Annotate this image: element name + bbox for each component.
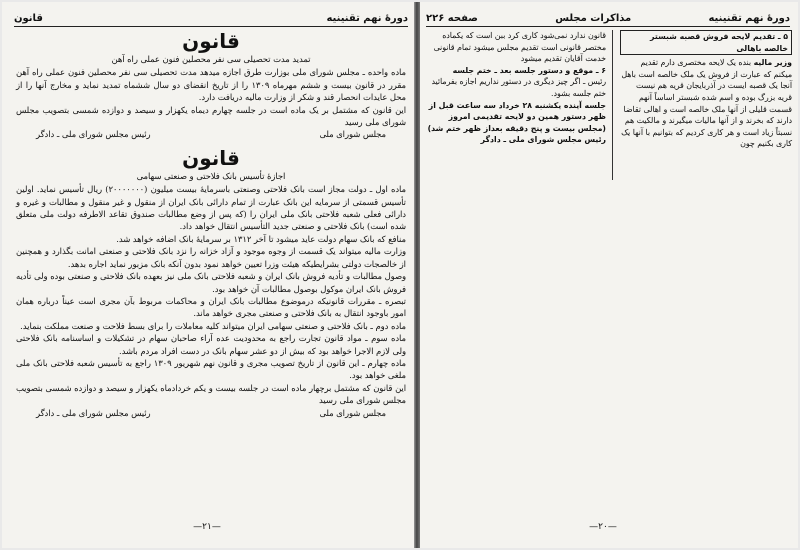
law1-sig-left: رئیس مجلس شورای ملی ـ دادگر — [36, 129, 151, 140]
law1-signature — [16, 128, 406, 140]
session-signature: رئیس مجلس شورای ملی ـ دادگر — [480, 135, 606, 145]
law2-sig-right: مجلس شورای ملی — [319, 407, 386, 418]
law1-article: ماده واحده ـ مجلس شورای ملی بوزارت طرق اجازه میدهد مدت تحصیلی سی نفر محصلین فنون عملی راه آهن مقرر در قانون بیست و ششم مهرماه ۱۳۰۹ را از تاریخ انقضای دو سال ششماه تمدید نماید و مخارج آنها را از محل عایدات انحصار قند و شکر از وزارت مالیه دریافت دارد. — [16, 67, 406, 103]
next-session-notice: جلسه آینده یکشنبه ۲۸ خرداد سه ساعت قبل از ظهر دستور همین دو لایحه تقدیمی امروز — [428, 100, 606, 122]
law2-paragraph: تبصره ـ مقررات قانونیکه درموضوع مطالبات بانک ایران و محاکمات مربوط بآن مجری است عیناً درباره همان امور باوجود انتقال به بانک فلاحتی و صنعتی مجری خواهد ماند. — [16, 295, 406, 319]
section6-text: رئیس ـ اگر چیز دیگری در دستور نداریم اجازه بفرمائید ختم جلسه بشود. — [431, 77, 606, 98]
section5-heading: ۵ ـ تقدیم لایحه فروش قصبه شبستر خالصه باهالی — [620, 30, 792, 55]
right-page-number: — ۲۰ — — [548, 522, 658, 532]
column-divider — [612, 30, 613, 180]
right-page-header — [426, 10, 790, 27]
law2-paragraph: ماده دوم ـ بانک فلاحتی و صنعتی سهامی ایران میتواند کلیه معاملات را برای بسط فلاحت و صنعت مملکت بنماید. — [20, 320, 406, 331]
left-page-number: — ۲۱ — — [152, 522, 262, 532]
law2-signature — [16, 407, 406, 419]
law1-title: قانون — [182, 29, 240, 53]
left-page-body — [16, 30, 406, 425]
right-page — [418, 2, 798, 548]
right-header-period: دورهٔ نهم تقنینیه — [708, 12, 790, 24]
law2-paragraph: ماده اول ـ دولت مجاز است بانک فلاحتی وصنعتی باسرمایهٔ بیست میلیون (۲۰۰۰۰۰۰۰) ریال تأسیس نماید. اولین تأسیس قسمتی از سرمایه این بانک عبارت از تمام دارائی بانک ایران از منقول و غیر منقول و مطالبات و غیره و دارائی فعلی شعبه فلاحتی بانک ملی ایران را (که پس از وضع مطالبات صندوق تقاعد الاطرفه دولت ملی متعلق شده است) بانک فلاحتی و صنعتی جدید التأسیس انتقال خواهد داد. — [16, 184, 406, 232]
section5-text: بنده یک لایحه مختصری دارم تقدیم میکنم که عبارت از فروش یک ملک خالصه است باهل آنجا یک قصبه ایست در آذربایجان قریه هم نیست قریه بزرگ بوده و اسم شده شبستر اساساً آنهم قسمت قلیلی از آنها ملک خالصه است و اهالی تقاضا دارند که بخرند و از آنها مالیات میگیرند و مالکیت هم نسبتاً زیاد است و هر کاری کردیم که بتوانیم با آنها یک کاری بکنیم چون — [621, 58, 792, 149]
law2-paragraph: این قانون که مشتمل برچهار ماده است در جلسه بیست و یکم خردادماه یکهزار و سیصد و دوازده شمسی بتصویب مجلس شورای ملی رسید — [16, 382, 406, 406]
section6-heading: ۶ ـ موقع و دستور جلسه بعد ـ ختم جلسه — [452, 65, 606, 75]
right-header-page: صفحه ۲۲۶ — [426, 12, 478, 24]
law1-sig-right: مجلس شورای ملی — [319, 129, 386, 140]
blank-page-area — [428, 182, 788, 508]
law2-sig-left: رئیس مجلس شورای ملی ـ دادگر — [36, 407, 151, 418]
speaker-name: وزیر مالیه — [753, 58, 792, 68]
book-spread — [2, 2, 798, 548]
left-page-header — [14, 10, 408, 27]
session-closing: (مجلس بیست و پنج دقیقه بعداز ظهر ختم شد) — [427, 123, 606, 133]
law2-paragraph: ماده چهارم ـ این قانون از تاریخ تصویب مجری و قانون نهم شهریور ۱۳۰۹ راجع به تأسیس شعبه فلاحتی بانک ملی ملغی خواهد بود. — [16, 357, 406, 381]
left-header-law: قانون — [14, 12, 43, 24]
law2-paragraph: ماده سوم ـ مواد قانون تجارت راجع به محدودیت عده آراء صاحبان سهام در تشکیلات و اساسنامه بانک فلاحتی ولی لازم الاجرا خواهد بود که بیش از دو عشر سهام بانک در دست افراد مردم باشد. — [16, 333, 406, 356]
right-header-title: مذاکرات مجلس — [555, 12, 632, 24]
continuation-text: قانون ندارد نمی‌شود کاری کرد ببن است که یکماده مختصر قانونی است تقدیم مجلس میشود تمام قانونی خدمت آقایان تقدیم میشود — [433, 31, 606, 64]
right-column — [620, 30, 792, 150]
left-header-period: دورهٔ نهم تقنینیه — [326, 12, 408, 24]
law1-subtitle: تمدید مدت تحصیلی سی نفر محصلین فنون عملی راه آهن — [111, 54, 311, 64]
law2-paragraph: وزارت مالیه میتواند یک قسمت از وجوه موجود و آزاد خزانه را نزد بانک فلاحتی و صنعتی امانت بگذارد و همچنین از خالصجات دولتی بشرایطیکه هیئت وزرا تعیین خواهد نمود بدون آنکه بانک مزبور نماید اجاره بدهد. — [16, 246, 406, 269]
law2-subtitle: اجازهٔ تأسیس بانک فلاحتی و صنعتی سهامی — [136, 170, 286, 181]
left-column — [426, 30, 606, 146]
law2-paragraph: وصول مطالبات و تأدیه فروش بانک ایران و شعبه فلاحتی بانک ملی نیز بعهده بانک فلاحتی و صنعتی بوده ولی تأدیه فروش بانک ایران موکول بوصول مطالبات آن خواهد بود. — [16, 271, 406, 294]
left-page — [2, 2, 416, 548]
law2-title: قانون — [182, 145, 240, 170]
law1-closing: این قانون که مشتمل بر یک ماده است در جلسه چهارم دیماه یکهزار و سیصد و دوازده شمسی بتصویب مجلس شورای ملی رسید — [16, 104, 406, 128]
law2-paragraph: منافع که بانک سهام دولت عاید میشود تا آخر ۱۳۱۲ بر سرمایهٔ بانک اضافه خواهد شد. — [116, 233, 406, 244]
